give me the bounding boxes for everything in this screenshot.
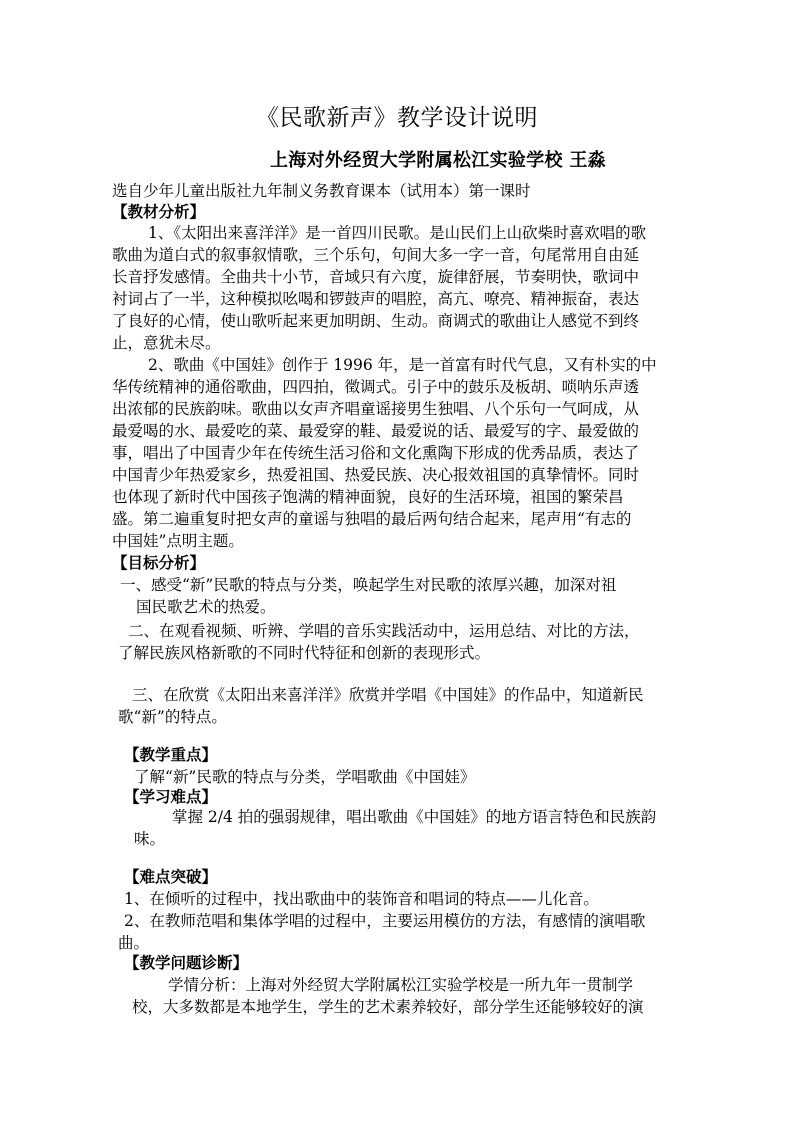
diagnosis-line: 校，大多数都是本地学生，学生的艺术素养较好，部分学生还能够较好的演: [132, 998, 644, 1016]
paragraph-line: 了良好的心情，使山歌听起来更加明朗、生动。商调式的歌曲让人感觉不到终: [112, 312, 640, 330]
goal-line: 二、在观看视频、听辨、学唱的音乐实践活动中，运用总结、对比的方法，: [128, 622, 640, 640]
paragraph-line: 2、歌曲《中国娃》创作于 1996 年，是一首富有时代气息，又有朴实的中: [148, 356, 657, 374]
paragraph-line: 长音抒发感情。全曲共十小节，音域只有六度，旋律舒展，节奏明快，歌词中: [112, 268, 640, 286]
goal-line: 三、在欣赏《太阳出来喜洋洋》欣赏并学唱《中国娃》的作品中，知道新民: [132, 686, 644, 704]
paragraph-line: 盛。第二遍重复时把女声的童谣与独唱的最后两句结合起来，尾声用“有志的: [112, 510, 632, 528]
paragraph-line: 事，唱出了中国青少年在传统生活习俗和文化熏陶下形成的优秀品质，表达了: [112, 444, 640, 462]
section-heading-focus: 【教学重点】: [124, 745, 218, 764]
diagnosis-line: 学情分析：上海对外经贸大学附属松江实验学校是一所九年一贯制学: [168, 976, 634, 994]
section-heading-difficulty: 【学习难点】: [124, 787, 218, 806]
paragraph-line: 歌曲为道白式的叙事叙情歌，三个乐句，句间大多一字一音，句尾常用自由延: [112, 246, 640, 264]
focus-line: 了解“新”民歌的特点与分类，学唱歌曲《中国娃》: [134, 768, 476, 786]
breakthrough-line: 2、在教师范唱和集体学唱的过程中，主要运用模仿的方法，有感情的演唱歌: [124, 912, 646, 930]
source-line: 选自少年儿童出版社九年制义务教育课本（试用本）第一课时: [112, 182, 531, 200]
section-heading-breakthrough: 【难点突破】: [124, 867, 218, 886]
breakthrough-line: 曲。: [118, 934, 150, 952]
section-heading-material: 【教材分析】: [112, 202, 206, 221]
section-heading-goals: 【目标分析】: [112, 553, 206, 572]
difficulty-line: 掌握 2/4 拍的强弱规律，唱出歌曲《中国娃》的地方语言特色和民族韵: [172, 808, 657, 826]
section-heading-diagnosis: 【教学问题诊断】: [124, 953, 249, 972]
paragraph-line: 华传统精神的通俗歌曲，四四拍，徵调式。引子中的鼓乐及板胡、唢呐乐声透: [112, 378, 640, 396]
goal-line: 国民歌艺术的热爱。: [136, 598, 276, 616]
paragraph-line: 最爱喝的水、最爱吃的菜、最爱穿的鞋、最爱说的话、最爱写的字、最爱做的: [112, 422, 640, 440]
paragraph-line: 中国青少年热爱家乡，热爱祖国、热爱民族、决心报效祖国的真挚情怀。同时: [112, 466, 640, 484]
difficulty-line: 味。: [134, 830, 166, 848]
goal-line: 了解民族风格新歌的不同时代特征和创新的表现形式。: [118, 644, 491, 662]
paragraph-line: 也体现了新时代中国孩子饱满的精神面貌，良好的生活环境，祖国的繁荣昌: [112, 488, 624, 506]
goal-line: 一、感受“新”民歌的特点与分类，唤起学生对民歌的浓厚兴趣，加深对祖: [120, 576, 617, 594]
paragraph-line: 衬词占了一半，这种模拟吆喝和锣鼓声的唱腔，高亢、嘹亮、精神振奋，表达: [112, 290, 640, 308]
author-line: 上海对外经贸大学附属松江实验学校 王淼: [270, 150, 606, 171]
goal-line: 歌“新”的特点。: [118, 708, 227, 726]
paragraph-line: 止，意犹未尽。: [112, 334, 221, 352]
paragraph-line: 出浓郁的民族韵味。歌曲以女声齐唱童谣接男生独唱、八个乐句一气呵成，从: [112, 400, 640, 418]
paragraph-line: 中国娃”点明主题。: [112, 532, 244, 550]
document-title: 《民歌新声》教学设计说明: [256, 105, 538, 131]
paragraph-line: 1、《太阳出来喜洋洋》是一首四川民歌。是山民们上山砍柴时喜欢唱的歌: [148, 224, 647, 242]
breakthrough-line: 1、在倾听的过程中，找出歌曲中的装饰音和唱词的特点——儿化音。: [124, 890, 599, 908]
